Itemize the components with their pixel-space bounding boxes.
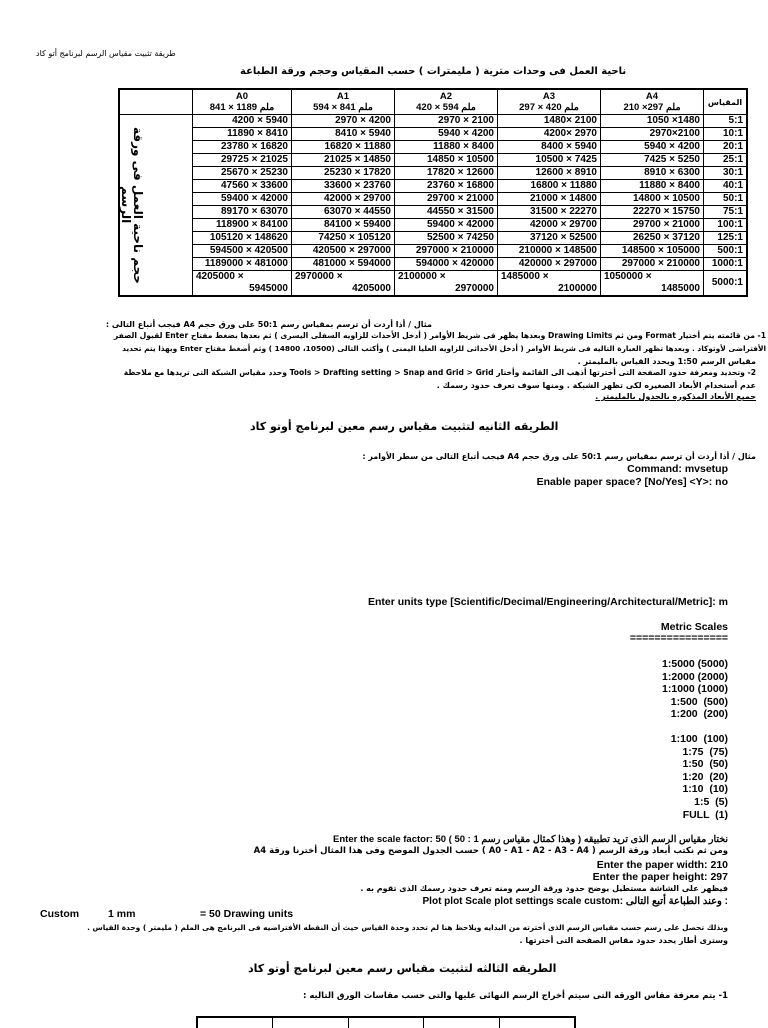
metric-scale-item: 1:20 (20) (682, 770, 728, 783)
col-header-scale: المقياس (704, 89, 748, 115)
table-cell: 89170 × 63070 (193, 206, 292, 219)
table-cell: 21000 × 14800 (498, 193, 601, 206)
scale-cell: 40:1 (704, 180, 748, 193)
table-row (119, 128, 747, 141)
col-header-a4: A4 210 ×297 ملم (601, 89, 704, 115)
scale-cell: 20:1 (704, 141, 748, 154)
col-header-a2: A2 420 × 594 ملم (395, 89, 498, 115)
table-cell: 25230 × 17820 (292, 167, 395, 180)
col-header-a3: A3 297 × 420 ملم (498, 89, 601, 115)
table-cell: 2970×2100 (601, 128, 704, 141)
table-cell: 59400 × 42000 (193, 193, 292, 206)
metric-scale-item: 1:5 (5) (694, 795, 728, 808)
table-row (119, 167, 747, 180)
table-cell: 11890 × 8410 (193, 128, 292, 141)
metric-scale-item: 1:5000 (5000) (662, 658, 728, 670)
table-cell: 59400 × 42000 (395, 219, 498, 232)
method2-example: مثال / أذا أردت أن ترسم بمقياس رسم 50:1 على ورق حجم A4 فيجب أتباع التالى من سطر الأوامر : (362, 452, 756, 461)
table-cell: 12600 × 8910 (498, 167, 601, 180)
table-cell: 29700 × 21000 (395, 193, 498, 206)
table-cell: 4205000 × 5945000 (193, 271, 292, 297)
method1-step2b: عدم أستخدام الأبعاد الصغيره لكى تظهر الشبكة . ومنها سوف تعرف حدود رسمك . (436, 381, 756, 390)
table-cell: 7425 × 5250 (601, 154, 704, 167)
table-cell: 23780 × 16820 (193, 141, 292, 154)
scale-cell: 10:1 (704, 128, 748, 141)
scale-cell: 500:1 (704, 245, 748, 258)
scale-cell: 5000:1 (704, 271, 748, 297)
table-cell: 297000 × 210000 (395, 245, 498, 258)
paper-sizes-table-top (196, 1016, 576, 1028)
table-cell: 297000 × 210000 (601, 258, 704, 271)
table-cell: 42000 × 29700 (292, 193, 395, 206)
table-cell: 17820 × 12600 (395, 167, 498, 180)
mvsetup-command: Command: mvsetup (627, 463, 728, 475)
table-cell: 2970000 × 4205000 (292, 271, 395, 297)
table-cell: 10500 × 7425 (498, 154, 601, 167)
table-cell: 84100 × 59400 (292, 219, 395, 232)
metric-scale-item: 1:100 (100) (670, 733, 728, 745)
method1-step2a: 2- وتحديد ومعرفة حدود الصفحة التى أخترتها أذهب الى القائمة وأختار Tools > Drafting setting > Snap and Grid > Grid وحدد مقياس الشبكة التى تريدها مع ملاحظة (123, 368, 756, 377)
metric-scale-item: 1:1000 (1000) (662, 683, 728, 696)
table-cell: 594000 × 420000 (395, 258, 498, 271)
scale-cell: 30:1 (704, 167, 748, 180)
plot-settings-line: Plot plot Scale plot settings scale custom: وعند الطباعة أتبع التالى : (422, 896, 728, 907)
scale-cell: 75:1 (704, 206, 748, 219)
table-row (119, 271, 747, 297)
metric-scale-item: 1:500 (500) (670, 695, 728, 708)
scale-cell: 5:1 (704, 115, 748, 128)
table-cell: 14800 × 10500 (601, 193, 704, 206)
metric-scale-item: 1:200 (200) (670, 708, 728, 721)
table-cell: 2970 × 2100 (395, 115, 498, 128)
table-cell: 1485000 × 2100000 (498, 271, 601, 297)
table-cell: 1050000 × 1485000 (601, 271, 704, 297)
table-cell: 118900 × 84100 (193, 219, 292, 232)
table-cell: 33600 × 23760 (292, 180, 395, 193)
table-row (119, 154, 747, 167)
table-row (119, 141, 747, 154)
table-cell: 420500 × 297000 (292, 245, 395, 258)
table-header-row (119, 89, 747, 115)
table-cell: 8410 × 5940 (292, 128, 395, 141)
table-row (119, 115, 747, 128)
method2-note2: وسترى أطار يحدد حدود مقاس الصفحة التى أخترتها . (519, 936, 728, 945)
rectangle-note: فيظهر على الشاشة مستطيل يوضح حدود ورقة الرسم ومنه تعرف حدود رسمك الذى تقوم به . (360, 884, 728, 893)
table-cell: 8910 × 6300 (601, 167, 704, 180)
metric-scales-group-1 (662, 658, 728, 721)
table-row (119, 206, 747, 219)
metric-scale-item: FULL (1) (682, 808, 728, 821)
table-cell: 1050 ×1480 (601, 115, 704, 128)
paper-height-prompt: Enter the paper height: 297 (592, 871, 728, 883)
table-cell: 210000 × 148500 (498, 245, 601, 258)
table-cell: 22270 × 15750 (601, 206, 704, 219)
paper-width-prompt: Enter the paper width: 210 (596, 859, 728, 871)
method3-step1: 1- يتم معرفة مقاس الورقه التى سيتم أخراج الرسم النهائى عليها والتى حسب مقاسات الورق التاليه : (303, 991, 728, 1001)
table-cell: 105120 × 148620 (193, 232, 292, 245)
table-cell: 11880 × 8400 (601, 180, 704, 193)
method3-title: الطريقه الثالثه لتثبيت مقياس رسم معين لبرنامج أوتو كاد (248, 962, 557, 975)
table-cell: 5940 × 4200 (601, 141, 704, 154)
table-cell: 1480× 2100 (498, 115, 601, 128)
scale-cell: 1000:1 (704, 258, 748, 271)
metric-scale-item: 1:2000 (2000) (662, 670, 728, 683)
metric-scale-item: 1:10 (10) (682, 783, 728, 796)
table-cell: 16800 × 11880 (498, 180, 601, 193)
table-cell: 44550 × 31500 (395, 206, 498, 219)
header-note: طريقة تثبيت مقياس الرسم لبرنامج أتو كاد (36, 49, 176, 58)
metric-scale-item: 1:50 (50) (682, 758, 728, 771)
table-row (119, 193, 747, 206)
table-cell: 14850 × 10500 (395, 154, 498, 167)
table-cell: 29725 × 21025 (193, 154, 292, 167)
table-cell: 11880 × 8400 (395, 141, 498, 154)
paper-choose-line: ومن ثم نكتب أبعاد ورقة الرسم ( A0 - A1 - A2 - A3 - A4 ) حسب الجدول الموضح وفى هذا المثال أخترنا ورقة A4 (253, 846, 728, 856)
table-cell: 21025 × 14850 (292, 154, 395, 167)
method1-step2c: جميع الأبعاد المذكوره بالجدول بالمليمتر . (595, 392, 756, 401)
table-cell: 4200× 2970 (498, 128, 601, 141)
col-header-a1: A1 594 × 841 ملم (292, 89, 395, 115)
method2-note1: وبذلك تحصل على رسم حسب مقياس الرسم الذى أخترته من البدايه ويلاحظ هنا لم تحدد وحدة القياس حيث أن النقطه الأفتراضيه فى البرنامج هى الملم ( مليمتر ) وحدة القياس . (87, 923, 728, 932)
table-row (119, 232, 747, 245)
table-cell: 16820 × 11880 (292, 141, 395, 154)
table-title: ناحية العمل فى وحدات مترية ( مليمترات ) حسب المقياس وحجم ورقة الطباعة (240, 66, 627, 77)
table-cell: 420000 × 297000 (498, 258, 601, 271)
custom-mm: 1 mm (108, 908, 136, 920)
method2-title: الطريقه الثانيه لتثبيت مقياس رسم معين لبرنامج أوتو كاد (250, 420, 559, 433)
table-row (119, 245, 747, 258)
table-cell: 42000 × 29700 (498, 219, 601, 232)
method1-step1a: 1- من قائمته يتم أختيار Format ومن ثم Drawing Limits وبعدها يظهر فى شريط الأوامر ( أدخل الأحداث للزاويه السفلى اليسرى ) ثم بعدها بضغط مفتاح Enter لقبول الصفر (113, 331, 766, 340)
table-cell: 25670 × 25230 (193, 167, 292, 180)
scale-table (118, 88, 748, 297)
table-cell: 8400 × 5940 (498, 141, 601, 154)
table-cell: 63070 × 44550 (292, 206, 395, 219)
table-cell: 2100000 × 2970000 (395, 271, 498, 297)
table-cell: 29700 × 21000 (601, 219, 704, 232)
custom-drawing-units: = 50 Drawing units (200, 908, 294, 920)
units-prompt: Enter units type [Scientific/Decimal/Engineering/Architectural/Metric]: m (368, 596, 728, 608)
table-cell: 31500 × 22270 (498, 206, 601, 219)
scale-factor-line: Enter the scale factor: 50 نختار مقياس الرسم الذى تريد تطبيقه ( وهذا كمثال مقياس رسم 1 : 50 ) (333, 834, 728, 845)
table-cell: 52500 × 74250 (395, 232, 498, 245)
method1-example: مثال / أذا أردت أن ترسم بمقياس رسم 50:1 على ورق حجم A4 فيجب أتباع التالى : (105, 320, 432, 329)
enable-paper-space: Enable paper space? [No/Yes] <Y>: no (536, 476, 728, 488)
scale-cell: 125:1 (704, 232, 748, 245)
table-cell: 74250 × 105120 (292, 232, 395, 245)
table-row (119, 258, 747, 271)
table-cell: 1189000 × 481000 (193, 258, 292, 271)
scale-cell: 50:1 (704, 193, 748, 206)
col-header-a0: A0 841 × 1189 ملم (193, 89, 292, 115)
custom-label: Custom (40, 908, 80, 920)
scale-cell: 25:1 (704, 154, 748, 167)
table-cell: 47560 × 33600 (193, 180, 292, 193)
table-cell: 594500 × 420500 (193, 245, 292, 258)
table-cell: 2970 × 4200 (292, 115, 395, 128)
metric-scales-rule: ================ (629, 632, 728, 644)
metric-scales-title: Metric Scales (660, 621, 728, 633)
table-cell: 37120 × 52500 (498, 232, 601, 245)
method1-step1c: مقياس الرسم 1:50 ويحدد القياس بالمليمتر . (577, 357, 756, 366)
table-row (119, 219, 747, 232)
side-label: حجم ناحية العمل فى ورقة الرسم (119, 115, 193, 297)
scale-cell: 100:1 (704, 219, 748, 232)
table-cell: 148500 × 105000 (601, 245, 704, 258)
method1-step1b: الأفتراضى لأوتوكاد . وبعدها تظهر العبارة التاليه فى شريط الأوامر ( أدخل الأحداثى للزاويه العليا اليمنى ) وأكتب التالى (10500، 14800 ) وثم أضغط مفتاح Enter وبهذا يتم تحديد (122, 344, 766, 353)
table-cell: 4200 × 5940 (193, 115, 292, 128)
table-cell: 23760 × 16800 (395, 180, 498, 193)
table-cell: 26250 × 37120 (601, 232, 704, 245)
table-cell: 5940 × 4200 (395, 128, 498, 141)
table-cell: 481000 × 594000 (292, 258, 395, 271)
metric-scales-group-2 (671, 733, 728, 821)
metric-scale-item: 1:75 (75) (682, 745, 728, 758)
table-row (119, 180, 747, 193)
